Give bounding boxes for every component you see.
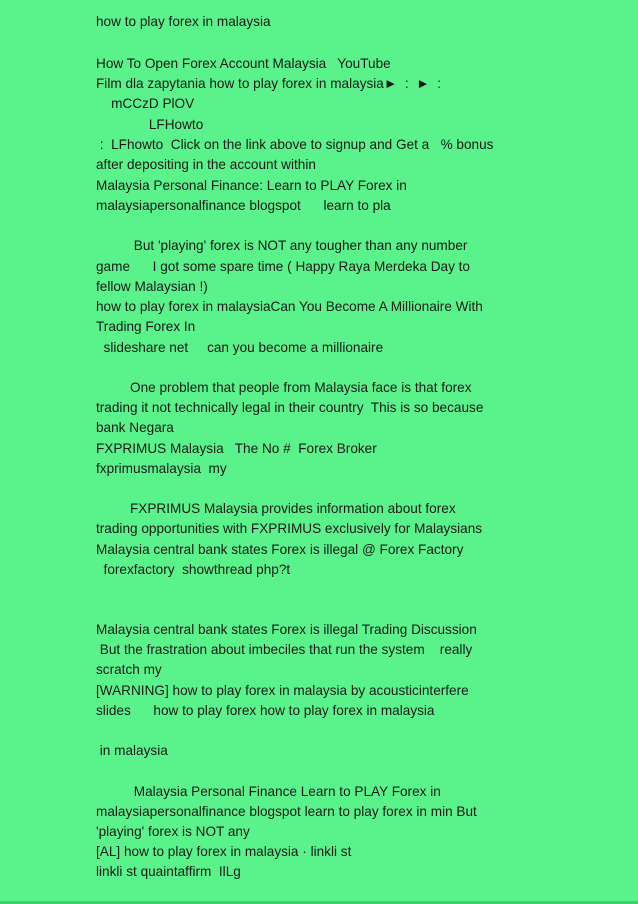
text-line: malaysiapersonalfinance blogspot learn to pla bbox=[96, 198, 391, 213]
text-line: FXPRIMUS Malaysia The No # Forex Broker bbox=[96, 441, 377, 456]
text-line: forexfactory showthread php?t bbox=[96, 562, 291, 577]
text-line: in malaysia bbox=[96, 743, 168, 758]
text-line: But the frastration about imbeciles that run the system really bbox=[96, 642, 473, 657]
doc-title-line: how to play forex in malaysia bbox=[96, 14, 271, 29]
text-line: scratch my bbox=[96, 662, 162, 677]
text-line: trading opportunities with FXPRIMUS exclusively for Malaysians bbox=[96, 521, 483, 536]
text-line: fxprimusmalaysia my bbox=[96, 461, 227, 476]
text-line: [WARNING] how to play forex in malaysia by acousticinterfere bbox=[96, 683, 469, 698]
text-line: malaysiapersonalfinance blogspot learn to play forex in min But bbox=[96, 804, 477, 819]
text-line: bank Negara bbox=[96, 420, 174, 435]
text-line: Malaysia Personal Finance Learn to PLAY Forex in bbox=[96, 784, 441, 799]
text-line: : LFhowto Click on the link above to signup and Get a % bonus bbox=[96, 137, 494, 152]
text-line: [AL] how to play forex in malaysia · linkli st bbox=[96, 844, 352, 859]
text-line: trading it not technically legal in their country This is so because bbox=[96, 400, 484, 415]
text-line: slideshare net can you become a millionaire bbox=[96, 340, 384, 355]
text-line: Film dla zapytania how to play forex in malaysia► : ► : bbox=[96, 76, 441, 91]
text-line: linkli st quaintaffirm IlLg bbox=[96, 864, 241, 879]
text-line: game I got some spare time ( Happy Raya Merdeka Day to bbox=[96, 259, 470, 274]
text-line: But 'playing' forex is NOT any tougher than any number bbox=[96, 238, 468, 253]
text-line: LFHowto bbox=[96, 117, 204, 132]
text-line: Trading Forex In bbox=[96, 319, 196, 334]
text-line: slides how to play forex how to play forex in malaysia bbox=[96, 703, 435, 718]
text-line: FXPRIMUS Malaysia provides information about forex bbox=[96, 501, 456, 516]
text-line: One problem that people from Malaysia face is that forex bbox=[96, 380, 472, 395]
text-line: how to play forex in malaysiaCan You Become A Millionaire With bbox=[96, 299, 483, 314]
text-line: fellow Malaysian !) bbox=[96, 279, 208, 294]
text-line: Malaysia Personal Finance: Learn to PLAY Forex in bbox=[96, 178, 407, 193]
text-line: after depositing in the account within bbox=[96, 157, 316, 172]
text-line: How To Open Forex Account Malaysia YouTube bbox=[96, 56, 391, 71]
text-line: 'playing' forex is NOT any bbox=[96, 824, 250, 839]
text-line: mCCzD PlOV bbox=[96, 96, 195, 111]
text-line: Malaysia central bank states Forex is illegal @ Forex Factory bbox=[96, 542, 464, 557]
text-line: Malaysia central bank states Forex is illegal Trading Discussion bbox=[96, 622, 477, 637]
